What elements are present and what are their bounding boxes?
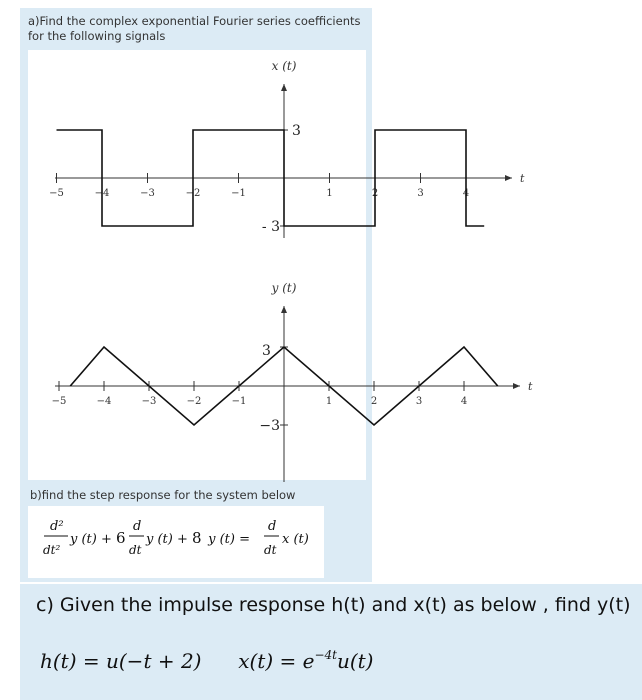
part-b-equation: [28, 508, 328, 578]
y-plot-amplitude-bottom-label: −3: [259, 418, 280, 434]
y-plot-axis-variable-label: t: [528, 380, 533, 393]
eq-d-denominator: dt: [129, 543, 142, 557]
y-plot-tick-label: 4: [460, 396, 468, 407]
eq-rhs-denominator: dt: [264, 543, 277, 557]
eq-term2: y (t) +: [146, 532, 188, 547]
x-plot-tick-label: −1: [231, 188, 246, 199]
eq-coef8: 8: [192, 529, 202, 547]
eq-term1: y (t) +: [70, 532, 112, 547]
y-plot-tick-label: −2: [186, 396, 202, 407]
x-plot-tick-label: −2: [185, 188, 201, 199]
x-plot-amplitude-axis-arrow: [281, 84, 287, 91]
x-plot-tick-label: −4: [94, 188, 110, 199]
x-plot-tick-label: 1: [326, 188, 333, 199]
y-plot-amplitude-axis-arrow: [281, 306, 287, 313]
y-plot-tick-label: −5: [51, 396, 67, 407]
x-plot-amplitude-top-label: 3: [292, 123, 301, 139]
eq-d2-numerator: d²: [50, 519, 64, 534]
part-a-question: a)Find the complex exponential Fourier series coefficients for the following signals: [28, 14, 361, 43]
eq-term3: y (t) =: [204, 532, 251, 547]
x-plot-tick-label: 4: [462, 188, 470, 199]
eq-coef6: 6: [116, 529, 126, 547]
y-plot-tick-label: 1: [325, 396, 333, 407]
y-plot-tick-label: −1: [231, 396, 247, 407]
part-b-question: b)find the step response for the system below: [30, 488, 296, 502]
x-equation-exponent: −4t: [314, 648, 337, 662]
y-plot-tick-label: 3: [415, 396, 423, 407]
x-equation-base: x(t) = e: [238, 649, 315, 673]
y-plot-time-axis-arrow: [513, 383, 520, 389]
x-plot-tick-label: 3: [417, 188, 424, 199]
eq-d-numerator: d: [133, 519, 142, 534]
x-plot-signal-label: x (t): [271, 59, 297, 73]
eq-rhs-numerator: d: [268, 519, 277, 534]
y-plot-tick-label: −4: [96, 396, 112, 407]
x-plot-tick-label: −5: [49, 188, 64, 199]
h-equation: h(t) = u(−t + 2): [40, 649, 202, 673]
x-plot-tick-label: 2: [371, 188, 379, 199]
y-plot-tick-label: 2: [370, 396, 378, 407]
y-plot-amplitude-top-label: 3: [262, 343, 271, 359]
y-plot-tick-label: −3: [141, 396, 157, 407]
y-plot-signal-label: y (t): [271, 281, 297, 295]
eq-d2-denominator: dt²: [43, 543, 61, 557]
part-c-equations: [40, 648, 373, 673]
part-c-question: c) Given the impulse response h(t) and x(t) as below , find y(t): [36, 594, 631, 616]
x-equation-tail: u(t): [336, 649, 374, 673]
x-plot-time-axis-arrow: [505, 175, 512, 181]
x-plot-axis-variable-label: t: [520, 172, 525, 185]
x-plot-amplitude-bottom-label: - 3: [261, 219, 280, 235]
x-plot-tick-label: −3: [140, 188, 155, 199]
eq-rhs: x (t): [282, 532, 309, 547]
